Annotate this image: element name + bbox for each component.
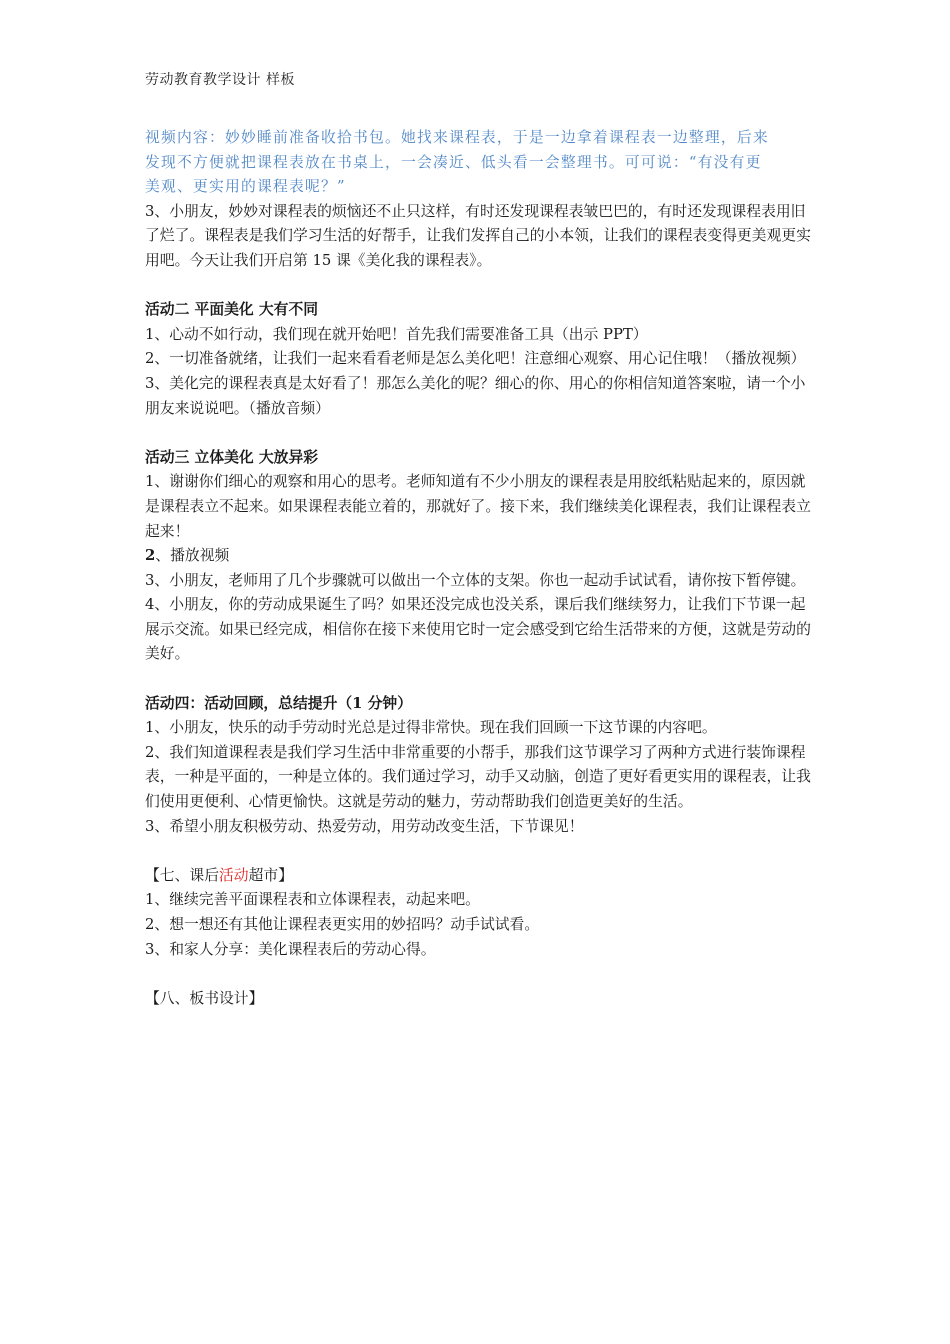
activity-4-heading: 活动四：活动回顾，总结提升（1 分钟） (145, 694, 412, 712)
intro-paragraph-3: 3、小朋友，妙妙对课程表的烦恼还不止只这样，有时还发现课程表皱巴巴的，有时还发现课程表用旧了烂了。课程表是我们学习生活的好帮手，让我们发挥自己的小本领，让我们的课程表变得更美观更实用吧。今天让我们开启第 15 课《美化我的课程表》。 (145, 202, 811, 269)
document-body (145, 126, 815, 1011)
activity-2-item-1: 1、心动不如行动，我们现在就开始吧！首先我们需要准备工具（出示 PPT） (145, 325, 648, 343)
section-7-item-3: 3、和家人分享：美化课程表后的劳动心得。 (145, 940, 436, 958)
activity-2-item-2: 2、一切准备就绪，让我们一起来看看老师是怎么美化吧！注意细心观察、用心记住哦！（播放视频） (145, 350, 806, 368)
activity-4-item-2: 2、我们知道课程表是我们学习生活中非常重要的小帮手，那我们这节课学习了两种方式进行装饰课程表，一种是平面的，一种是立体的。我们通过学习，动手又动脑，创造了更好看更实用的课程表，让我们使用更便利、心情更愉快。这就是劳动的魅力，劳动帮助我们创造更美好的生活。 (145, 743, 811, 811)
section-7-heading-accent: 活动 (219, 866, 249, 884)
page-header-title: 劳动教育教学设计 样板 (145, 72, 295, 88)
spacer (145, 962, 815, 987)
activity-4-item-1: 1、小朋友，快乐的动手劳动时光总是过得非常快。现在我们回顾一下这节课的内容吧。 (145, 719, 717, 737)
spacer (145, 839, 815, 864)
spacer (145, 421, 815, 446)
activity-3-item-3: 3、小朋友，老师用了几个步骤就可以做出一个立体的支架。你也一起动手试试看，请你按下暂停键。 (145, 571, 806, 589)
video-description-line-2: 发现不方便就把课程表放在书桌上，一会凑近、低头看一会整理书。可可说：“有没有更 (145, 153, 762, 171)
section-7-item-1: 1、继续完善平面课程表和立体课程表，动起来吧。 (145, 891, 480, 909)
activity-3-item-2-text: 、播放视频 (155, 547, 230, 565)
section-7-heading-post: 超市】 (248, 866, 294, 884)
activity-3-item-4: 4、小朋友，你的劳动成果诞生了吗？如果还没完成也没关系，课后我们继续努力，让我们下节课一起展示交流。如果已经完成，相信你在接下来使用它时一定会感受到它给生活带来的方便，这就是劳动的美好。 (145, 596, 811, 663)
activity-3-item-2 (145, 544, 815, 569)
section-7-item-2: 2、想一想还有其他让课程表更实用的妙招吗？动手试试看。 (145, 916, 540, 933)
activity-2-heading: 活动二 平面美化 大有不同 (145, 301, 319, 319)
activity-4-item-3: 3、希望小朋友积极劳动、热爱劳动，用劳动改变生活，下节课见！ (145, 817, 584, 835)
activity-3-item-2-number: 2 (145, 547, 156, 565)
activity-3-item-1: 1、谢谢你们细心的观察和用心的思考。老师知道有不少小朋友的课程表是用胶纸粘贴起来的，原因就是课程表立不起来。如果课程表能立着的，那就好了。接下来，我们继续美化课程表，我们让课程表立起来！ (145, 473, 811, 540)
spacer (145, 667, 815, 692)
section-7-heading (145, 864, 815, 889)
section-8-heading: 【八、板书设计】 (145, 989, 264, 1007)
activity-2-item-3: 3、美化完的课程表真是太好看了！那怎么美化的呢？细心的你、用心的你相信知道答案啦，请一个小朋友来说说吧。（播放音频） (145, 374, 806, 417)
spacer (145, 274, 815, 299)
activity-3-heading: 活动三 立体美化 大放异彩 (145, 448, 319, 466)
section-7-heading-pre: 【七、课后 (145, 866, 219, 884)
video-description-line-3: 美观、更实用的课程表呢？” (145, 178, 346, 196)
video-description-line-1: 视频内容：妙妙睡前准备收拾书包。她找来课程表，于是一边拿着课程表一边整理，后来 (145, 129, 769, 146)
